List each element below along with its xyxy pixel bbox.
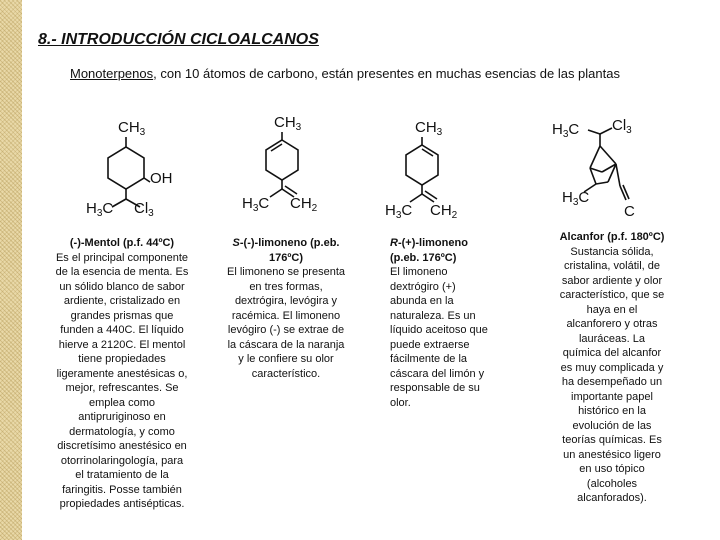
r-limoneno-name-line2: (p.eb. 176ºC): [390, 251, 457, 264]
mentol-description-line: funden a 440C. El líquido: [60, 324, 184, 336]
alcanfor-c-label: C: [624, 203, 635, 220]
alcanfor-description-line: haya en el: [586, 303, 638, 316]
r-limoneno-description-line: puede extraerse: [390, 338, 470, 351]
alcanfor-description-line: alcanforados).: [577, 492, 647, 504]
intro-rest: , con 10 átomos de carbono, están presentes en muchas esencias de las plantas: [153, 66, 620, 81]
alcanfor-description: [540, 245, 684, 506]
r-limoneno-description-line: olor.: [390, 396, 411, 409]
r-limoneno-description-line: naturaleza. Es un: [390, 309, 476, 322]
alcanfor-description-line: sabor ardiente y olor: [561, 274, 663, 287]
mentol-description-line: propiedades antisépticas.: [59, 498, 185, 510]
r-limoneno-description-line: dextrógiro (+): [390, 280, 456, 293]
alcanfor-cl3-label: $Cl_3$: [612, 117, 632, 136]
r-limoneno-description-line: fácilmente de la: [390, 353, 468, 365]
alcanfor-description-line: lauráceas. La: [578, 332, 646, 345]
alcanfor-structure: [550, 112, 660, 220]
mentol-description-line: dermatología, y como: [69, 425, 175, 438]
mentol-description-line: el tratamiento de la: [75, 469, 169, 481]
alcanfor-description-line: química del alcanfor: [562, 347, 662, 359]
mentol-column: [48, 236, 196, 512]
alcanfor-description-line: cristalina, volátil, de: [564, 260, 660, 272]
mentol-description: [48, 251, 196, 512]
r-limoneno-description: [390, 265, 510, 410]
alcanfor-name: Alcanfor (p.f. 180ºC): [559, 231, 665, 243]
intro-line: [70, 66, 620, 81]
mentol-description-line: de la esencia de menta. Es: [55, 266, 189, 278]
s-limoneno-description-line: y le confiere su olor: [238, 353, 334, 365]
mentol-description-line: faringitis. Posse también: [62, 483, 182, 496]
s-limoneno-column: [216, 236, 356, 381]
alcanfor-description-line: en uso tópico: [579, 463, 645, 475]
mentol-description-line: discretísimo anestésico en: [57, 440, 187, 452]
page-title: 8.- INTRODUCCIÓN CICLOALCANOS: [38, 31, 319, 48]
r-limoneno-ch2-label: $CH_2$: [430, 202, 458, 220]
s-limoneno-description-line: en tres formas,: [249, 280, 323, 293]
alcanfor-description-line: teorías químicas. Es: [562, 434, 662, 446]
mentol-description-line: un sólido blanco de sabor: [59, 280, 185, 293]
s-limoneno-description-line: característico.: [251, 367, 321, 380]
mentol-description-line: otorrinolaringología, para: [60, 454, 184, 467]
s-limoneno-description-line: la cáscara de la naranja: [227, 338, 345, 351]
mentol-name: (-)-Mentol (p.f. 44ºC): [69, 237, 175, 249]
mentol-h3c-label: $H_3C$: [86, 200, 114, 219]
alcanfor-description-line: un anestésico ligero: [563, 448, 661, 461]
s-limoneno-description-line: racémica. El limoneno: [231, 309, 341, 322]
mentol-description-line: ligeramente anestésicas o,: [56, 367, 188, 380]
r-limoneno-ch3-label: $CH_3$: [415, 119, 443, 138]
alcanfor-description-line: evolución de las: [572, 419, 652, 432]
mentol-description-line: hierve a 2120C. El mentol: [58, 338, 186, 351]
s-limoneno-name: S-(-)-limoneno (p.eb.: [232, 237, 340, 249]
alcanfor-description-line: Sustancia sólida,: [570, 245, 654, 258]
r-limoneno-column: [390, 236, 510, 410]
intro-term: Monoterpenos: [70, 66, 154, 81]
r-limoneno-description-line: cáscara del limón y: [390, 367, 485, 380]
s-limoneno-ch3-label: $CH_3$: [274, 114, 302, 133]
alcanfor-description-line: ha desempeñado un: [561, 376, 663, 388]
s-limoneno-description-line: dextrógira, levógira y: [234, 295, 338, 307]
alcanfor-description-line: (alcoholes: [586, 477, 638, 490]
mentol-oh-label: OH: [150, 170, 173, 187]
alcanfor-description-line: característico, que se: [559, 289, 665, 301]
r-limoneno-description-line: responsable de su: [390, 382, 480, 394]
mentol-description-line: grandes prismas que: [70, 309, 174, 322]
mentol-description-line: antipruriginoso en: [78, 411, 166, 423]
s-limoneno-structure: [240, 100, 340, 215]
s-limoneno-description: [216, 265, 356, 381]
alcanfor-description-line: importante papel: [571, 390, 653, 403]
mentol-description-line: ardiente, cristalizado en: [63, 295, 181, 307]
mentol-cl3-label: $Cl_3$: [134, 200, 154, 219]
r-limoneno-structure: [385, 105, 485, 220]
s-limoneno-description-line: levógiro (-) se extrae de: [227, 324, 345, 336]
s-limoneno-description-line: El limoneno se presenta: [226, 266, 345, 278]
r-limoneno-name: R-(+)-limoneno: [390, 237, 468, 249]
decorative-side-strip: [0, 0, 22, 540]
mentol-structure: [80, 105, 200, 220]
mentol-ch3-label: $CH_3$: [118, 119, 146, 138]
alcanfor-h3c-top-label: $H_3C$: [552, 121, 580, 140]
alcanfor-description-line: alcanforero y otras: [566, 318, 658, 330]
r-limoneno-description-line: líquido aceitoso que: [390, 324, 488, 336]
alcanfor-h3c-bottom-label: $H_3C$: [562, 189, 590, 208]
r-limoneno-description-line: abunda en la: [390, 295, 454, 307]
s-limoneno-h3c-label: $H_3C$: [242, 195, 270, 214]
alcanfor-column: [540, 230, 684, 506]
r-limoneno-description-line: El limoneno: [390, 266, 448, 278]
mentol-description-line: Es el principal componente: [55, 251, 189, 264]
mentol-description-line: emplea como: [88, 396, 156, 409]
mentol-description-line: tiene propiedades: [78, 353, 166, 365]
alcanfor-description-line: histórico en la: [578, 405, 646, 417]
mentol-description-line: mejor, refrescantes. Se: [65, 382, 179, 394]
s-limoneno-ch2-label: $CH_2$: [290, 195, 318, 214]
r-limoneno-h3c-label: $H_3C$: [385, 202, 413, 220]
s-limoneno-name-line2: 176ºC): [269, 251, 303, 264]
alcanfor-description-line: es muy complicada y: [560, 361, 664, 374]
